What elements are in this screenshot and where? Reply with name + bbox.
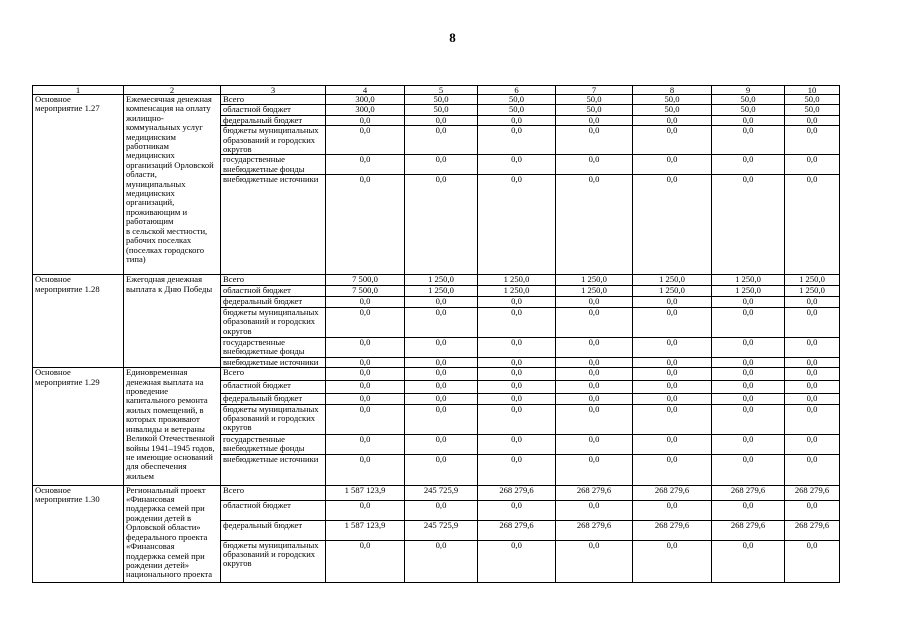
value-cell: 0,0	[326, 115, 405, 125]
value-cell: 0,0	[712, 175, 785, 275]
source-cell: областной бюджет	[221, 381, 326, 394]
description-cell: Региональный проект «Финансовая поддержка семей при рождении детей в Орловской области» федерального проекта «Финансовая поддержка семей при рождении детей» национального проекта	[124, 485, 221, 582]
value-cell: 0,0	[405, 454, 478, 485]
value-cell: 0,0	[556, 357, 633, 367]
value-cell: 0,0	[326, 368, 405, 381]
value-cell: 0,0	[326, 394, 405, 404]
value-cell: 0,0	[712, 297, 785, 307]
value-cell: 0,0	[785, 297, 840, 307]
table-row	[33, 485, 840, 500]
value-cell: 0,0	[405, 404, 478, 434]
source-cell: областной бюджет	[221, 500, 326, 520]
value-cell: 50,0	[405, 95, 478, 105]
header-cell: 7	[556, 86, 633, 95]
source-cell: федеральный бюджет	[221, 394, 326, 404]
source-cell: областной бюджет	[221, 286, 326, 297]
value-cell: 0,0	[478, 357, 556, 367]
value-cell: 0,0	[633, 126, 712, 155]
value-cell: 0,0	[712, 404, 785, 434]
event-cell: Основное мероприятие 1.27	[33, 95, 124, 275]
value-cell: 0,0	[478, 434, 556, 454]
value-cell: 0,0	[785, 368, 840, 381]
value-cell: 0,0	[633, 381, 712, 394]
value-cell: 0,0	[556, 115, 633, 125]
value-cell: 0,0	[785, 434, 840, 454]
value-cell: 0,0	[326, 337, 405, 357]
value-cell: 0,0	[326, 155, 405, 175]
value-cell: 0,0	[326, 381, 405, 394]
value-cell: 50,0	[478, 95, 556, 105]
value-cell: 0,0	[633, 434, 712, 454]
value-cell: 0,0	[712, 381, 785, 394]
value-cell: 0,0	[326, 297, 405, 307]
value-cell: 0,0	[478, 337, 556, 357]
value-cell: 0,0	[633, 297, 712, 307]
value-cell: 300,0	[326, 105, 405, 115]
value-cell: 0,0	[785, 454, 840, 485]
value-cell: 0,0	[405, 540, 478, 582]
value-cell: 0,0	[556, 404, 633, 434]
description-cell: Единовременная денежная выплата на проведение капитального ремонта жилых помещений, в которых проживают инвалиды и ветераны Великой Отечественной войны 1941–1945 годов, не имеющие оснований для обеспечения жильем	[124, 368, 221, 485]
source-cell: бюджеты муниципальных образований и городских округов	[221, 126, 326, 155]
value-cell: 50,0	[405, 105, 478, 115]
value-cell: 0,0	[405, 394, 478, 404]
value-cell: 0,0	[478, 454, 556, 485]
value-cell: 268 279,6	[556, 485, 633, 500]
value-cell: 0,0	[405, 297, 478, 307]
value-cell: 0,0	[405, 115, 478, 125]
value-cell: 0,0	[478, 540, 556, 582]
value-cell: 0,0	[633, 500, 712, 520]
value-cell: 0,0	[633, 394, 712, 404]
value-cell: 7 500,0	[326, 286, 405, 297]
value-cell: 1 250,0	[785, 275, 840, 286]
value-cell: 0,0	[712, 126, 785, 155]
value-cell: 0,0	[556, 297, 633, 307]
value-cell: 268 279,6	[478, 485, 556, 500]
value-cell: 0,0	[712, 155, 785, 175]
value-cell: 0,0	[405, 175, 478, 275]
value-cell: 0,0	[326, 434, 405, 454]
value-cell: 0,0	[633, 404, 712, 434]
value-cell: 0,0	[712, 115, 785, 125]
value-cell: 0,0	[478, 126, 556, 155]
value-cell: 0,0	[633, 307, 712, 337]
value-cell: 0,0	[785, 115, 840, 125]
value-cell: 268 279,6	[556, 520, 633, 540]
value-cell: 245 725,9	[405, 485, 478, 500]
financing-table	[32, 85, 840, 583]
value-cell: 0,0	[633, 337, 712, 357]
table-row	[33, 368, 840, 381]
value-cell: 0,0	[478, 394, 556, 404]
source-cell: бюджеты муниципальных образований и городских округов	[221, 307, 326, 337]
table-row	[33, 275, 840, 286]
source-cell: бюджеты муниципальных образований и городских округов	[221, 540, 326, 582]
value-cell: 1 250,0	[478, 286, 556, 297]
source-cell: федеральный бюджет	[221, 115, 326, 125]
value-cell: 0,0	[785, 337, 840, 357]
source-cell: Всего	[221, 275, 326, 286]
value-cell: 0,0	[405, 368, 478, 381]
header-cell: 3	[221, 86, 326, 95]
value-cell: 268 279,6	[633, 485, 712, 500]
source-cell: Всего	[221, 368, 326, 381]
value-cell: 1 587 123,9	[326, 485, 405, 500]
value-cell: 0,0	[785, 500, 840, 520]
value-cell: 1 250,0	[785, 286, 840, 297]
value-cell: 50,0	[478, 105, 556, 115]
value-cell: 0,0	[478, 404, 556, 434]
source-cell: внебюджетные источники	[221, 454, 326, 485]
value-cell: 0,0	[712, 357, 785, 367]
value-cell: 50,0	[712, 105, 785, 115]
value-cell: 1 250,0	[712, 275, 785, 286]
value-cell: 0,0	[556, 307, 633, 337]
value-cell: 1 250,0	[712, 286, 785, 297]
event-cell: Основное мероприятие 1.30	[33, 485, 124, 582]
source-cell: федеральный бюджет	[221, 520, 326, 540]
source-cell: внебюджетные источники	[221, 175, 326, 275]
value-cell: 0,0	[326, 500, 405, 520]
value-cell: 0,0	[712, 337, 785, 357]
source-cell: государственные внебюджетные фонды	[221, 155, 326, 175]
value-cell: 0,0	[405, 381, 478, 394]
value-cell: 0,0	[405, 155, 478, 175]
value-cell: 0,0	[478, 368, 556, 381]
description-cell: Ежегодная денежная выплата к Дню Победы	[124, 275, 221, 368]
header-cell: 2	[124, 86, 221, 95]
value-cell: 1 250,0	[633, 275, 712, 286]
value-cell: 0,0	[785, 394, 840, 404]
value-cell: 50,0	[633, 105, 712, 115]
value-cell: 0,0	[633, 115, 712, 125]
value-cell: 0,0	[556, 434, 633, 454]
header-cell: 5	[405, 86, 478, 95]
header-cell: 4	[326, 86, 405, 95]
value-cell: 300,0	[326, 95, 405, 105]
value-cell: 0,0	[712, 454, 785, 485]
value-cell: 0,0	[633, 155, 712, 175]
page-number: 8	[449, 30, 456, 45]
description-cell: Ежемесячная денежная компенсация на оплату жилищно- коммунальных услуг медицинским работникам медицинских организаций Орловской области, муниципальных медицинских организаций, проживающим и работающим в сельской местности, рабочих поселках (поселках городского типа)	[124, 95, 221, 275]
value-cell: 268 279,6	[785, 520, 840, 540]
event-cell: Основное мероприятие 1.29	[33, 368, 124, 485]
value-cell: 0,0	[478, 381, 556, 394]
value-cell: 0,0	[478, 297, 556, 307]
value-cell: 1 250,0	[556, 286, 633, 297]
value-cell: 0,0	[633, 175, 712, 275]
header-cell: 6	[478, 86, 556, 95]
value-cell: 0,0	[712, 540, 785, 582]
value-cell: 0,0	[556, 175, 633, 275]
source-cell: внебюджетные источники	[221, 357, 326, 367]
value-cell: 1 250,0	[405, 275, 478, 286]
value-cell: 268 279,6	[712, 485, 785, 500]
value-cell: 0,0	[326, 540, 405, 582]
source-cell: Всего	[221, 95, 326, 105]
value-cell: 0,0	[478, 500, 556, 520]
value-cell: 0,0	[326, 307, 405, 337]
event-cell: Основное мероприятие 1.28	[33, 275, 124, 368]
value-cell: 50,0	[556, 105, 633, 115]
value-cell: 0,0	[556, 500, 633, 520]
value-cell: 0,0	[326, 126, 405, 155]
value-cell: 1 250,0	[633, 286, 712, 297]
value-cell: 268 279,6	[785, 485, 840, 500]
value-cell: 50,0	[785, 95, 840, 105]
value-cell: 50,0	[556, 95, 633, 105]
value-cell: 268 279,6	[712, 520, 785, 540]
value-cell: 1 587 123,9	[326, 520, 405, 540]
value-cell: 50,0	[712, 95, 785, 105]
value-cell: 0,0	[785, 307, 840, 337]
value-cell: 0,0	[556, 540, 633, 582]
value-cell: 0,0	[556, 337, 633, 357]
value-cell: 0,0	[405, 126, 478, 155]
value-cell: 0,0	[556, 454, 633, 485]
value-cell: 0,0	[633, 540, 712, 582]
value-cell: 0,0	[633, 357, 712, 367]
header-cell: 1	[33, 86, 124, 95]
header-cell: 9	[712, 86, 785, 95]
source-cell: федеральный бюджет	[221, 297, 326, 307]
value-cell: 0,0	[785, 404, 840, 434]
value-cell: 0,0	[405, 307, 478, 337]
value-cell: 0,0	[785, 126, 840, 155]
value-cell: 0,0	[405, 434, 478, 454]
value-cell: 50,0	[785, 105, 840, 115]
value-cell: 0,0	[712, 500, 785, 520]
value-cell: 0,0	[785, 155, 840, 175]
value-cell: 0,0	[405, 337, 478, 357]
value-cell: 0,0	[633, 454, 712, 485]
value-cell: 0,0	[556, 381, 633, 394]
value-cell: 0,0	[785, 381, 840, 394]
value-cell: 268 279,6	[633, 520, 712, 540]
source-cell: областной бюджет	[221, 105, 326, 115]
value-cell: 0,0	[326, 357, 405, 367]
value-cell: 0,0	[556, 368, 633, 381]
value-cell: 0,0	[556, 394, 633, 404]
value-cell: 0,0	[712, 394, 785, 404]
value-cell: 0,0	[633, 368, 712, 381]
source-cell: государственные внебюджетные фонды	[221, 434, 326, 454]
value-cell: 0,0	[712, 368, 785, 381]
value-cell: 1 250,0	[556, 275, 633, 286]
table-row	[33, 95, 840, 105]
value-cell: 245 725,9	[405, 520, 478, 540]
value-cell: 0,0	[785, 540, 840, 582]
value-cell: 0,0	[478, 307, 556, 337]
source-cell: государственные внебюджетные фонды	[221, 337, 326, 357]
value-cell: 0,0	[712, 307, 785, 337]
value-cell: 0,0	[405, 500, 478, 520]
value-cell: 268 279,6	[478, 520, 556, 540]
source-cell: Всего	[221, 485, 326, 500]
value-cell: 0,0	[478, 155, 556, 175]
value-cell: 0,0	[712, 434, 785, 454]
value-cell: 0,0	[326, 404, 405, 434]
value-cell: 50,0	[633, 95, 712, 105]
value-cell: 0,0	[326, 175, 405, 275]
value-cell: 0,0	[478, 115, 556, 125]
value-cell: 0,0	[326, 454, 405, 485]
value-cell: 1 250,0	[478, 275, 556, 286]
header-row	[33, 86, 840, 95]
value-cell: 0,0	[556, 155, 633, 175]
source-cell: бюджеты муниципальных образований и городских округов	[221, 404, 326, 434]
header-cell: 10	[785, 86, 840, 95]
value-cell: 1 250,0	[405, 286, 478, 297]
value-cell: 7 500,0	[326, 275, 405, 286]
value-cell: 0,0	[556, 126, 633, 155]
value-cell: 0,0	[478, 175, 556, 275]
value-cell: 0,0	[405, 357, 478, 367]
header-cell: 8	[633, 86, 712, 95]
value-cell: 0,0	[785, 175, 840, 275]
value-cell: 0,0	[785, 357, 840, 367]
